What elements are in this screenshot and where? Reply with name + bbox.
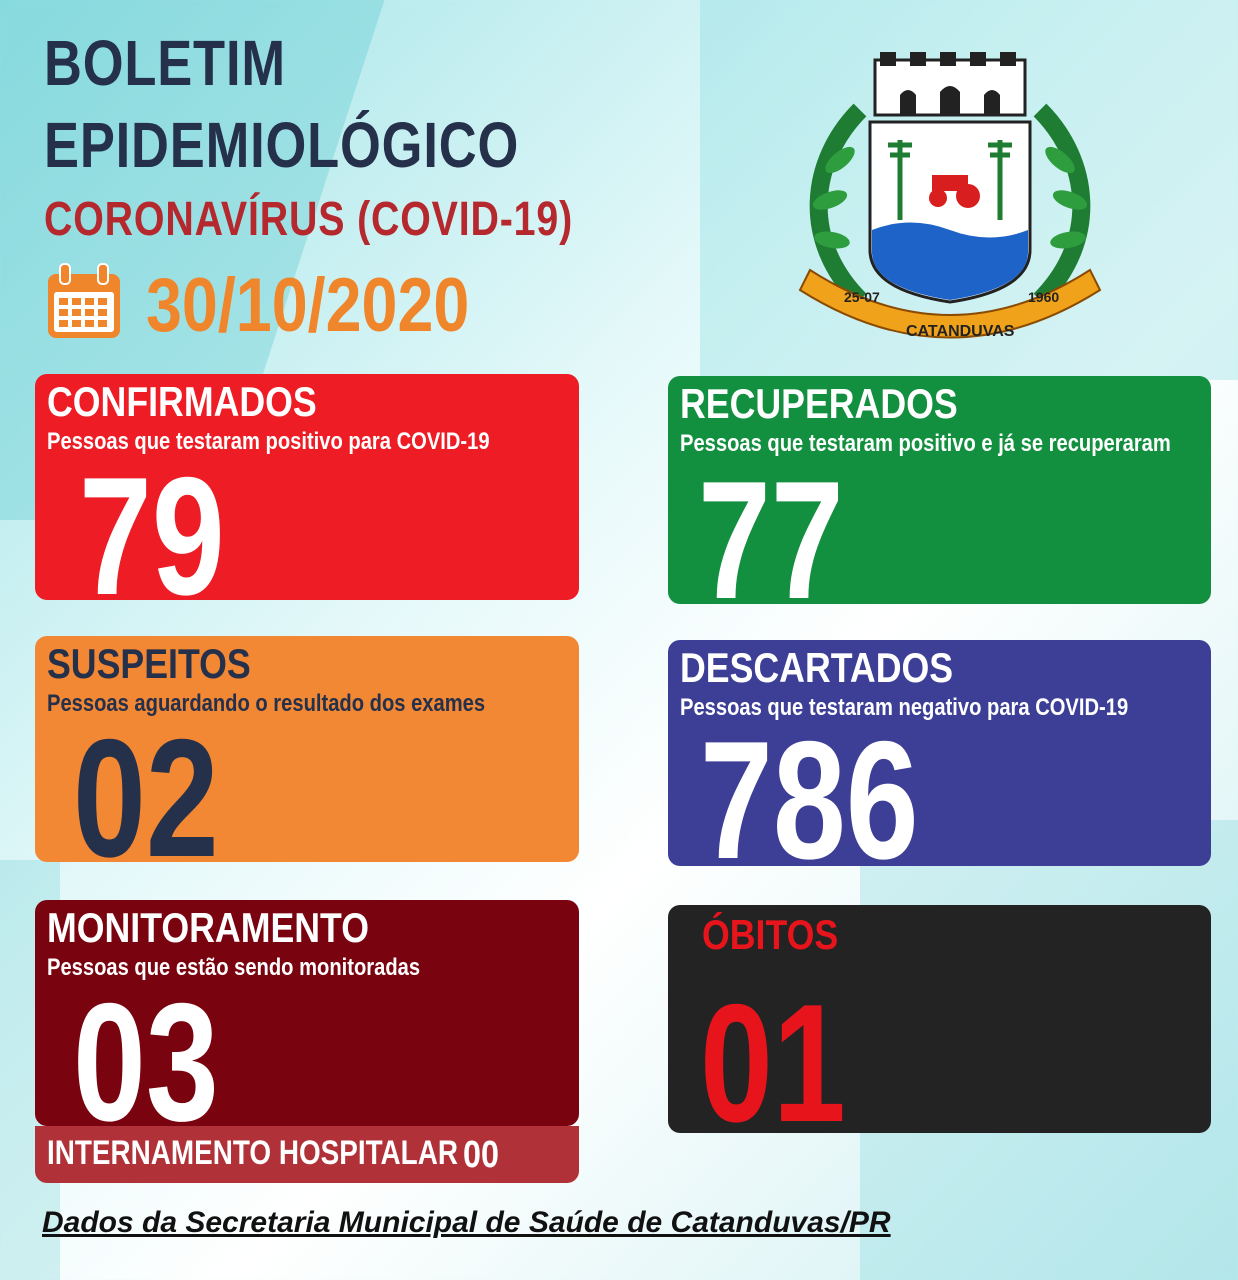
bulletin-date: 30/10/2020: [146, 263, 470, 348]
card-confirmados: [35, 374, 579, 600]
card-value: 786: [700, 706, 919, 866]
title-line-2: EPIDEMIOLÓGICO: [44, 109, 520, 181]
card-label: SUSPEITOS: [47, 640, 251, 687]
card-description: Pessoas que testaram positivo e já se recuperaram: [680, 430, 1171, 457]
card-value: 03: [73, 968, 219, 1126]
footer-source-note: Dados da Secretaria Municipal de Saúde de Catanduvas/PR: [42, 1206, 891, 1239]
title-line-3: CORONAVÍRUS (COVID-19): [44, 193, 574, 246]
card-monitoramento: [35, 900, 579, 1126]
municipal-coat-of-arms: [770, 40, 1130, 370]
card-description: Pessoas que testaram negativo para COVID-19: [680, 694, 1129, 721]
internamento-label: INTERNAMENTO HOSPITALAR: [47, 1134, 458, 1172]
title-line-1: BOLETIM: [44, 27, 286, 99]
card-label: DESCARTADOS: [680, 644, 954, 691]
card-description: Pessoas que testaram positivo para COVID-19: [47, 428, 490, 455]
card-value: 01: [700, 969, 846, 1133]
card-obitos: [668, 905, 1211, 1133]
card-description: Pessoas que estão sendo monitoradas: [47, 954, 421, 981]
seal-ribbon-center: CATANDUVAS: [906, 323, 1015, 340]
internamento-value: 00: [463, 1134, 499, 1176]
card-label: RECUPERADOS: [680, 380, 958, 427]
card-label: MONITORAMENTO: [47, 904, 369, 951]
seal-ribbon-left: 25-07: [844, 289, 880, 305]
card-value: 77: [698, 446, 844, 604]
seal-ribbon-right: 1960: [1028, 289, 1060, 305]
card-recuperados: [668, 376, 1211, 604]
card-suspeitos: [35, 636, 579, 862]
calendar-icon: [44, 262, 124, 342]
internamento-hospitalar-bar: [35, 1126, 579, 1183]
card-description: Pessoas aguardando o resultado dos exames: [47, 690, 486, 717]
card-value: 79: [79, 442, 225, 600]
card-label: CONFIRMADOS: [47, 378, 317, 425]
card-descartados: [668, 640, 1211, 866]
card-label: ÓBITOS: [702, 911, 839, 958]
card-value: 02: [73, 704, 219, 862]
